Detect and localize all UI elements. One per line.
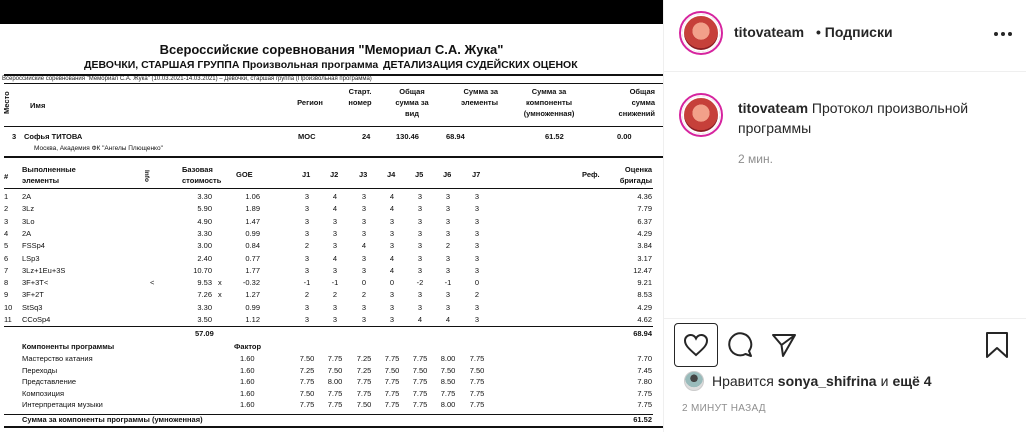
judge-score: 3 — [361, 265, 367, 275]
element-code: StSq3 — [22, 302, 43, 312]
element-score: 3.17 — [637, 253, 652, 263]
judge-score: 4 — [389, 253, 395, 263]
element-code: 2A — [22, 228, 32, 238]
component-score: 7.80 — [637, 377, 652, 386]
skater-total: 130.46 — [396, 132, 419, 141]
element-num: 8 — [4, 278, 9, 288]
element-num: 2 — [4, 204, 9, 214]
judge-score: 3 — [445, 265, 451, 275]
hdr-elements-sum: Сумма за элементы — [460, 87, 498, 107]
caption-time[interactable]: 2 мин. — [738, 152, 773, 166]
component-judge-score: 7.50 — [299, 388, 315, 398]
likes-more[interactable]: ещё 4 — [892, 373, 932, 389]
component-judge-score: 7.75 — [412, 354, 428, 363]
judge-score: 2 — [304, 290, 310, 300]
judge-score: 3 — [361, 204, 367, 214]
judge-score: 3 — [389, 315, 395, 324]
element-goe: 1.12 — [245, 315, 260, 324]
judge-score: 3 — [417, 253, 423, 263]
element-score: 7.79 — [637, 204, 652, 214]
judge-score: 4 — [332, 204, 338, 214]
skater-deductions: 0.00 — [617, 132, 632, 141]
hdr-start: Старт. номер — [348, 87, 372, 107]
judge-score: 3 — [389, 228, 395, 238]
judge-score: 3 — [445, 204, 451, 214]
judge-score: 3 — [417, 290, 423, 300]
judge-score: 3 — [445, 290, 451, 300]
element-code: LSp3 — [22, 253, 40, 263]
element-score: 8.53 — [637, 290, 652, 300]
element-base: 9.53 — [197, 278, 212, 288]
components-header: Компоненты программы — [22, 342, 115, 351]
component-judge-score: 7.75 — [384, 377, 400, 386]
protocol-document — [0, 24, 663, 432]
judge-score: 3 — [332, 265, 338, 275]
component-judge-score: 7.75 — [469, 377, 485, 386]
component-judge-score: 7.50 — [327, 365, 343, 375]
judge-score: 4 — [389, 265, 395, 275]
judge-score: 3 — [361, 253, 367, 263]
element-goe: 1.47 — [245, 216, 260, 226]
component-judge-score: 7.50 — [299, 354, 315, 363]
judge-score: 3 — [417, 265, 423, 275]
caption-username[interactable]: titovateam — [738, 100, 809, 116]
element-num: 1 — [4, 192, 9, 201]
judge-score: 3 — [417, 216, 423, 226]
hdr-judge: J5 — [415, 170, 424, 179]
element-score: 6.37 — [637, 216, 652, 226]
judge-score: 3 — [389, 302, 395, 312]
component-score: 7.75 — [637, 388, 652, 398]
judge-score: 2 — [445, 241, 451, 251]
judge-score: -1 — [303, 278, 311, 288]
element-score: 9.21 — [637, 278, 652, 288]
hdr-judge: J1 — [302, 170, 311, 179]
element-num: 6 — [4, 253, 9, 263]
judge-score: 3 — [389, 290, 395, 300]
component-judge-score: 7.75 — [299, 377, 315, 386]
element-base: 5.90 — [197, 204, 212, 214]
judge-score: 3 — [332, 241, 338, 251]
judge-score: 2 — [474, 290, 480, 300]
skater-elements-sum: 68.94 — [446, 132, 465, 141]
skater-start: 24 — [362, 132, 371, 141]
doc-meta: Всероссийские соревнования "Мемориал С.А. Жука" (10.03.2021-14.03.2021) – Девочки, старшая группа (Произвольная программа) — [2, 76, 372, 82]
caption-avatar[interactable] — [682, 96, 720, 134]
post-header — [664, 0, 1026, 72]
liker-avatar[interactable] — [684, 371, 704, 391]
judge-score: -2 — [416, 278, 424, 288]
component-judge-score: 7.75 — [356, 388, 372, 398]
judge-score: 3 — [474, 253, 480, 263]
element-score: 4.62 — [637, 315, 652, 324]
judge-score: 3 — [417, 228, 423, 238]
hdr-components-sum: Сумма за компоненты (умноженная) — [523, 87, 575, 118]
judge-score: 3 — [304, 302, 310, 312]
divider — [4, 426, 663, 428]
component-score: 7.45 — [637, 365, 652, 375]
hdr-judge: J2 — [330, 170, 339, 179]
element-code: 2A — [22, 192, 32, 201]
doc-subtitle-group: ДЕВОЧКИ, СТАРШАЯ ГРУППА Произвольная программа — [84, 59, 379, 71]
judge-score: 4 — [445, 315, 451, 324]
component-judge-score: 7.75 — [469, 388, 485, 398]
element-goe: 1.06 — [245, 192, 260, 201]
component-judge-score: 7.25 — [356, 365, 372, 375]
judge-score: 3 — [474, 265, 480, 275]
component-judge-score: 8.00 — [440, 400, 456, 409]
judge-score: 3 — [389, 216, 395, 226]
skater-club: Москва, Академия ФК "Ангелы Плющенко" — [34, 145, 163, 152]
element-code: 3Lz — [22, 204, 35, 214]
judge-score: 3 — [474, 315, 480, 324]
judge-score: 3 — [445, 216, 451, 226]
judge-score: 3 — [332, 315, 338, 324]
judge-score: 3 — [445, 228, 451, 238]
element-num: 11 — [4, 315, 12, 324]
element-goe: 1.27 — [245, 290, 260, 300]
hdr-ref: Реф. — [582, 170, 600, 179]
element-score: 4.29 — [637, 302, 652, 312]
element-base: 10.70 — [193, 265, 212, 275]
element-goe: 0.99 — [245, 228, 260, 238]
following-button[interactable]: • Подписки — [816, 24, 893, 40]
component-judge-score: 7.50 — [469, 365, 485, 375]
component-judge-score: 7.75 — [299, 400, 315, 409]
divider — [4, 126, 663, 127]
caption-text: Протокол произвольной программы — [738, 100, 969, 136]
component-judge-score: 7.75 — [412, 377, 428, 386]
component-judge-score: 7.75 — [469, 354, 485, 363]
element-code: FSSp4 — [22, 241, 45, 251]
skater-place: 3 — [12, 132, 17, 141]
judge-score: 2 — [304, 241, 310, 251]
username-link[interactable]: titovateam — [734, 24, 805, 40]
component-name: Композиция — [22, 388, 65, 398]
judge-score: 4 — [389, 204, 395, 214]
component-score: 7.70 — [637, 354, 652, 363]
judge-score: 3 — [417, 241, 423, 251]
hdr-num: # — [4, 172, 9, 181]
element-base: 3.30 — [197, 228, 212, 238]
save-button[interactable] — [975, 323, 1019, 367]
judge-score: 3 — [474, 302, 480, 312]
judge-score: 3 — [417, 204, 423, 214]
doc-subtitle-details: ДЕТАЛИЗАЦИЯ СУДЕЙСКИХ ОЦЕНОК — [383, 59, 578, 71]
element-goe: -0.32 — [242, 278, 260, 288]
judge-score: -1 — [444, 278, 452, 288]
element-goe: 0.84 — [245, 241, 260, 251]
component-judge-score: 7.75 — [327, 354, 343, 363]
judge-score: 3 — [474, 216, 480, 226]
likes-summary — [684, 371, 932, 391]
element-code: 3F+3T< — [22, 278, 49, 288]
component-judge-score: 7.75 — [327, 400, 343, 409]
component-judge-score: 7.50 — [384, 365, 400, 375]
judge-score: 3 — [474, 192, 480, 201]
element-info: < — [150, 278, 155, 288]
element-base: 4.90 — [197, 216, 212, 226]
element-code: 3Lz+1Eu+3S — [22, 265, 66, 275]
component-judge-score: 7.75 — [384, 354, 400, 363]
likes-mid: и — [880, 373, 889, 389]
comment-icon — [727, 332, 753, 358]
send-icon — [771, 332, 797, 358]
doc-title: Всероссийские соревнования "Мемориал С.А. Жука" — [159, 42, 504, 57]
component-judge-score: 7.75 — [412, 400, 428, 409]
element-score: 4.29 — [637, 228, 652, 238]
judge-score: 3 — [474, 228, 480, 238]
skater-region: МОС — [298, 132, 316, 141]
component-judge-score: 7.50 — [356, 400, 372, 409]
elements-total-score: 68.94 — [633, 329, 652, 338]
component-judge-score: 7.25 — [299, 365, 315, 375]
judge-score: 0 — [361, 278, 367, 288]
divider — [4, 188, 653, 189]
skater-components-sum: 61.52 — [545, 132, 564, 141]
judge-score: 3 — [361, 302, 367, 312]
judge-score: 3 — [445, 302, 451, 312]
judge-score: 3 — [332, 216, 338, 226]
hdr-place: Место — [2, 91, 11, 114]
element-goe: 1.89 — [245, 204, 260, 214]
judge-score: 3 — [389, 241, 395, 251]
likes-prefix: Нравится — [712, 373, 774, 389]
post-time[interactable]: 2 МИНУТ НАЗАД — [682, 403, 766, 414]
component-factor: 1.60 — [240, 365, 255, 375]
divider — [4, 74, 663, 76]
judge-score: 2 — [361, 290, 367, 300]
element-num: 9 — [4, 290, 9, 300]
judge-score: 3 — [361, 192, 367, 201]
judge-score: 3 — [304, 204, 310, 214]
element-base: 3.30 — [197, 192, 212, 201]
element-goe: 0.99 — [245, 302, 260, 312]
judge-score: 3 — [474, 204, 480, 214]
hdr-base: Базовая стоимость — [182, 165, 222, 185]
element-bonus-mark: x — [218, 290, 222, 300]
judge-score: 3 — [361, 216, 367, 226]
elements-total-base: 57.09 — [195, 329, 214, 338]
element-goe: 1.77 — [245, 265, 260, 275]
element-num: 4 — [4, 228, 9, 238]
judge-score: 0 — [474, 278, 480, 288]
hdr-score: Оценка бригады — [619, 165, 652, 185]
element-code: CCoSp4 — [22, 315, 51, 324]
judge-score: 4 — [417, 315, 423, 324]
judge-score: 3 — [417, 192, 423, 201]
element-num: 7 — [4, 265, 9, 275]
bookmark-icon — [985, 331, 1009, 359]
judge-score: 3 — [474, 241, 480, 251]
component-judge-score: 7.50 — [412, 365, 428, 375]
component-factor: 1.60 — [240, 377, 255, 386]
judge-score: 3 — [445, 253, 451, 263]
component-judge-score: 8.50 — [440, 377, 456, 386]
component-judge-score: 7.75 — [384, 400, 400, 409]
element-base: 3.00 — [197, 241, 212, 251]
judge-score: 3 — [417, 302, 423, 312]
judge-score: 3 — [304, 192, 310, 201]
element-code: 3Lo — [22, 216, 35, 226]
judge-score: 3 — [304, 253, 310, 263]
element-base: 3.30 — [197, 302, 212, 312]
element-goe: 0.77 — [245, 253, 260, 263]
element-num: 10 — [4, 302, 13, 312]
judge-score: 4 — [389, 192, 395, 201]
component-judge-score: 8.00 — [440, 354, 456, 363]
comment-button[interactable] — [718, 323, 762, 367]
hdr-judge: J4 — [387, 170, 396, 179]
judge-score: 3 — [304, 216, 310, 226]
component-judge-score: 7.75 — [327, 388, 343, 398]
hdr-judge: J7 — [472, 170, 481, 179]
hdr-judge: J3 — [359, 170, 368, 179]
component-name: Представление — [22, 377, 77, 386]
component-score: 7.75 — [637, 400, 652, 409]
component-factor: 1.60 — [240, 354, 255, 363]
judge-score: 4 — [332, 192, 338, 201]
divider — [4, 156, 663, 158]
hdr-region: Регион — [297, 98, 323, 107]
hdr-name: Имя — [30, 101, 46, 110]
caption — [738, 98, 1014, 138]
divider — [4, 326, 653, 327]
element-score: 3.84 — [637, 241, 652, 251]
judge-score: 2 — [332, 290, 338, 300]
component-judge-score: 7.75 — [356, 377, 372, 386]
hdr-info: Info — [143, 170, 150, 182]
judge-score: 4 — [361, 241, 367, 251]
judge-score: 3 — [445, 192, 451, 201]
element-score: 4.36 — [637, 192, 652, 201]
judge-score: 3 — [304, 315, 310, 324]
heart-icon — [683, 333, 709, 357]
judge-score: 3 — [332, 302, 338, 312]
judge-score: 3 — [304, 265, 310, 275]
component-judge-score: 7.25 — [356, 354, 372, 363]
component-judge-score: 7.75 — [440, 388, 456, 398]
divider — [4, 83, 663, 84]
factor-label: Фактор — [234, 342, 262, 351]
avatar[interactable] — [682, 14, 720, 52]
judge-score: -1 — [331, 278, 339, 288]
element-num: 5 — [4, 241, 9, 251]
components-total-label: Сумма за компоненты программы (умноженная) — [22, 415, 203, 424]
component-name: Интерпретация музыки — [22, 400, 103, 409]
element-base: 7.26 — [197, 290, 212, 300]
liker-name[interactable]: sonya_shifrina — [777, 373, 877, 389]
hdr-total: Общая сумма за вид — [395, 87, 429, 118]
element-bonus-mark: x — [218, 278, 222, 288]
element-num: 3 — [4, 216, 9, 226]
components-total: 61.52 — [633, 415, 652, 424]
more-horizontal-icon[interactable] — [991, 22, 1015, 46]
component-name: Переходы — [22, 365, 58, 375]
hdr-element: Выполненные элементы — [22, 165, 76, 185]
judge-score: 0 — [389, 278, 395, 288]
component-name: Мастерство катания — [22, 354, 93, 363]
post-actions — [664, 318, 1026, 432]
judge-score: 4 — [332, 253, 338, 263]
hdr-judge: J6 — [443, 170, 452, 179]
judge-score: 3 — [361, 228, 367, 238]
component-judge-score: 7.75 — [469, 400, 485, 409]
component-judge-score: 7.50 — [440, 365, 456, 375]
component-judge-score: 8.00 — [327, 377, 343, 386]
component-factor: 1.60 — [240, 400, 255, 409]
post-sidebar — [663, 0, 1026, 432]
element-base: 2.40 — [197, 253, 212, 263]
judge-score: 3 — [304, 228, 310, 238]
like-button[interactable] — [674, 323, 718, 367]
component-factor: 1.60 — [240, 388, 255, 398]
element-score: 12.47 — [633, 265, 652, 275]
hdr-deductions: Общая сумма снижений — [618, 87, 655, 118]
skater-name: Софья ТИТОВА — [24, 132, 83, 141]
element-code: 3F+2T — [22, 290, 44, 300]
judge-score: 3 — [332, 228, 338, 238]
element-base: 3.50 — [197, 315, 212, 324]
component-judge-score: 7.75 — [384, 388, 400, 398]
judge-score: 3 — [361, 315, 367, 324]
share-button[interactable] — [762, 323, 806, 367]
component-judge-score: 7.75 — [412, 388, 428, 398]
hdr-goe: GOE — [236, 170, 253, 179]
